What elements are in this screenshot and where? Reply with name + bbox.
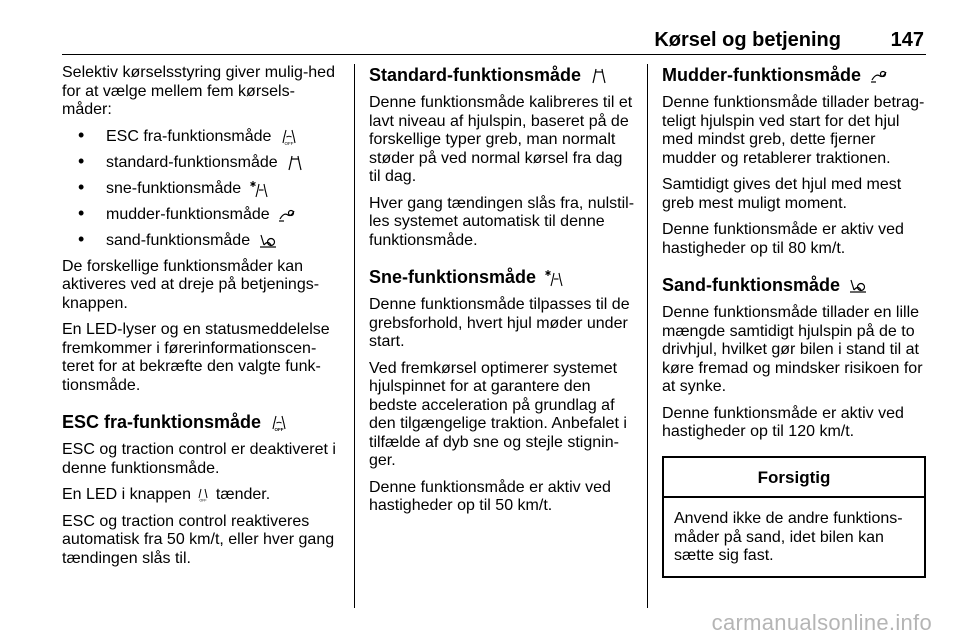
mode-list [62,124,344,251]
section-heading-esc-off [62,411,344,433]
paragraph: En LED-lyser og en statusmeddelelse fremkommer i førerinformationscen-teret for at bekræfte den valgte funk-tionsmåde. [62,321,330,394]
svg-text:OFF: OFF [274,427,284,433]
svg-text:OFF: OFF [199,498,207,502]
heading-label: Sand-funktionsmåde [662,275,841,295]
caution-title: Forsigtig [664,458,924,499]
paragraph: Denne funktionsmåde tillader betrag-teligt hjulspin ved start for det hjul med mindst greb, dette fjerner mudder og retablerer traktionen. [662,94,925,167]
heading-label: Sne-funktionsmåde [369,267,537,287]
section-heading-standard [369,64,635,86]
list-item-label: ESC fra-funktionsmåde [106,127,272,145]
column-divider [647,64,648,608]
bullet: • [78,150,85,171]
heading-label: Mudder-funktionsmåde [662,65,862,85]
caution-box [662,456,926,578]
paragraph: Denne funktionsmåde tilpasses til de grebsforhold, hvert hjul møder under start. [369,296,630,350]
column-divider [354,64,355,608]
text-fragment: En LED i knappen [62,486,191,503]
paragraph: Denne funktionsmåde er aktiv ved hastigheder op til 120 km/t. [662,404,904,440]
snow-mode-icon [545,269,563,287]
text-fragment: tænder. [215,486,271,503]
paragraph: Denne funktionsmåde er aktiv ved hastigheder op til 50 km/t. [369,478,611,514]
paragraph: Denne funktionsmåde tillader en lille mængde samtidigt hjulspin på de to drivhjul, hvilket gør bilen i stand til at køre fremad og mindsker risikoen for at synke. [662,304,923,395]
esc-off-icon [197,488,209,502]
intro-paragraph: Selektiv kørselsstyring giver mulig-hed for at vælge mellem fem kørsels-måder: [62,64,335,118]
paragraph: Samtidigt gives det hjul med mest greb mest muligt moment. [662,176,902,212]
esc-off-icon [280,128,298,146]
standard-mode-icon [286,154,304,172]
column-middle [369,64,635,524]
list-item [62,124,344,147]
list-item [62,228,344,251]
sand-mode-icon [259,232,277,250]
heading-label: Standard-funktionsmåde [369,65,582,85]
paragraph: Denne funktionsmåde kalibreres til et lavt niveau af hjulspin, baseret på de forskellige typer greb, man normalt støder på ved normal kørsel fra dag til dag. [369,94,633,185]
list-item-label: sne-funktionsmåde [106,179,242,197]
svg-text:OFF: OFF [284,140,294,146]
paragraph: Ved fremkørsel optimerer systemet hjulspinnet for at garantere den bedste acceleration på grundlag af den tilgængelige traktion. Anbefalet i tilfælde af dyb sne og stejle stignin-ger. [369,359,627,469]
page-header [62,24,926,55]
page-number: 147 [890,29,924,51]
list-item-label: sand-funktionsmåde [106,231,251,249]
list-item-label: standard-funktionsmåde [106,153,278,171]
paragraph: ESC og traction control er deaktiveret i denne funktionsmåde. [62,441,336,477]
section-heading-snow [369,266,635,288]
paragraph: ESC og traction control reaktiveres automatisk fra 50 km/t, eller hver gang tændingen slås til. [62,512,335,567]
paragraph: De forskellige funktionsmåder kan aktiveres ved at dreje på betjenings-knappen. [62,257,320,312]
list-item [62,150,344,173]
section-heading-sand [662,274,926,296]
esc-off-icon [270,414,288,432]
list-item-label: mudder-funktionsmåde [106,205,270,223]
bullet: • [78,202,85,223]
mud-mode-icon [278,206,296,224]
bullet: • [78,228,85,249]
list-item [62,176,344,199]
column-right [662,64,926,578]
caution-text: Anvend ikke de andre funktions-måder på sand, idet bilen kan sætte sig fast. [674,510,903,564]
page-title: Kørsel og betjening [654,29,841,51]
standard-mode-icon [590,67,608,85]
column-left [62,64,344,576]
list-item [62,202,344,225]
bullet: • [78,176,85,197]
paragraph: Hver gang tændingen slås fra, nulstil-les systemet automatisk til denne funktionsmåde. [369,194,635,249]
section-heading-mud [662,64,926,86]
mud-mode-icon [870,67,888,85]
snow-mode-icon [250,180,268,198]
paragraph [62,486,344,505]
bullet: • [78,124,85,145]
paragraph: Denne funktionsmåde er aktiv ved hastigheder op til 80 km/t. [662,221,904,257]
watermark: carmanualsonline.info [711,610,932,635]
sand-mode-icon [849,277,867,295]
heading-label: ESC fra-funktionsmåde [62,412,262,432]
